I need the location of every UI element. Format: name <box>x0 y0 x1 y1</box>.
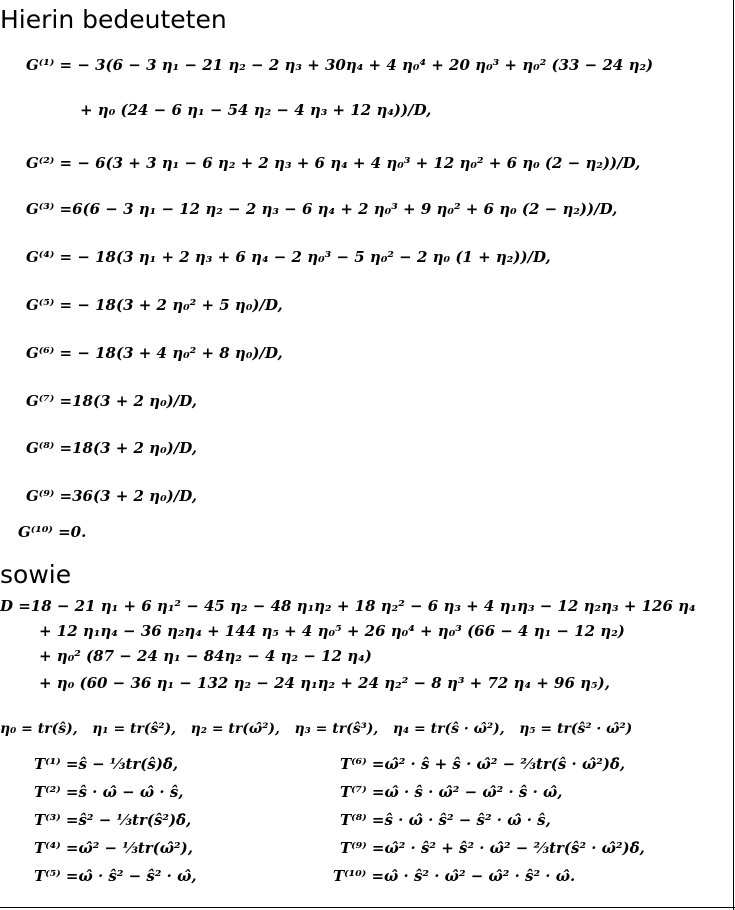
equation-g2: G⁽²⁾ = − 6(3 + 3 η₁ − 6 η₂ + 2 η₃ + 6 η₄ + 4 η₀³ + 12 η₀² + 6 η₀ (2 − η₂))/D, <box>26 154 641 172</box>
equation-g5: G⁽⁵⁾ = − 18(3 + 2 η₀² + 5 η₀)/D, <box>26 296 283 314</box>
equation-d-line3: + η₀² (87 − 24 η₁ − 84η₂ − 4 η₂ − 12 η₄) <box>39 647 372 665</box>
equation-g10: G⁽¹⁰⁾ =0. <box>18 523 87 541</box>
equation-g3: G⁽³⁾ =6(6 − 3 η₁ − 12 η₂ − 2 η₃ − 6 η₄ + 2 η₀³ + 9 η₀² + 6 η₀ (2 − η₂))/D, <box>26 200 618 218</box>
heading-hierin: Hierin bedeuteten <box>0 5 227 34</box>
equation-g8: G⁽⁸⁾ =18(3 + 2 η₀)/D, <box>26 439 197 457</box>
right-border-line <box>733 0 734 910</box>
equation-g1-line1: G⁽¹⁾ = − 3(6 − 3 η₁ − 21 η₂ − 2 η₃ + 30η₄ + 4 η₀⁴ + 20 η₀³ + η₀² (33 − 24 η₂) <box>26 56 654 74</box>
bottom-border-line <box>0 907 735 908</box>
tensor-t8: T⁽⁸⁾ =ŝ · ω̂ · ŝ² − ŝ² · ω̂ · ŝ, <box>340 811 551 829</box>
tensor-t6: T⁽⁶⁾ =ω̂² · ŝ + ŝ · ω̂² − ⅔tr(ŝ · ω̂²)δ̂, <box>340 755 626 773</box>
tensor-t4: T⁽⁴⁾ =ω̂² − ⅓tr(ω̂²), <box>34 839 193 857</box>
tensor-t2: T⁽²⁾ =ŝ · ω̂ − ω̂ · ŝ, <box>34 783 184 801</box>
equation-d-line4: + η₀ (60 − 36 η₁ − 132 η₂ − 24 η₁η₂ + 24 η₂² − 8 η³ + 72 η₄ + 96 η₅), <box>39 674 610 692</box>
equation-g9: G⁽⁹⁾ =36(3 + 2 η₀)/D, <box>26 487 197 505</box>
equation-g6: G⁽⁶⁾ = − 18(3 + 4 η₀² + 8 η₀)/D, <box>26 344 283 362</box>
eta-definitions: η₀ = tr(ŝ), η₁ = tr(ŝ²), η₂ = tr(ω̂²), η₃ = tr(ŝ³), η₄ = tr(ŝ · ω̂²), η₅ = tr(ŝ² · ω̂²) <box>0 721 633 737</box>
tensor-t5: T⁽⁵⁾ =ω̂ · ŝ² − ŝ² · ω̂, <box>34 867 197 885</box>
tensor-t1: T⁽¹⁾ =ŝ − ⅓tr(ŝ)δ̂, <box>34 755 179 773</box>
tensor-t3: T⁽³⁾ =ŝ² − ⅓tr(ŝ²)δ̂, <box>34 811 192 829</box>
equation-d-line2: + 12 η₁η₄ − 36 η₂η₄ + 144 η₅ + 4 η₀⁵ + 26 η₀⁴ + η₀³ (66 − 4 η₁ − 12 η₂) <box>39 622 625 640</box>
equation-g7: G⁽⁷⁾ =18(3 + 2 η₀)/D, <box>26 392 197 410</box>
equation-g4: G⁽⁴⁾ = − 18(3 η₁ + 2 η₃ + 6 η₄ − 2 η₀³ − 5 η₀² − 2 η₀ (1 + η₂))/D, <box>26 248 551 266</box>
equation-d-line1: D =18 − 21 η₁ + 6 η₁² − 45 η₂ − 48 η₁η₂ + 18 η₂² − 6 η₃ + 4 η₁η₃ − 12 η₂η₃ + 126 η₄ <box>0 597 696 615</box>
tensor-t7: T⁽⁷⁾ =ω̂ · ŝ · ω̂² − ω̂² · ŝ · ω̂, <box>340 783 563 801</box>
equation-g1-line2: + η₀ (24 − 6 η₁ − 54 η₂ − 4 η₃ + 12 η₄))/D, <box>80 101 432 119</box>
heading-sowie: sowie <box>0 560 72 589</box>
tensor-t10: T⁽¹⁰⁾ =ω̂ · ŝ² · ω̂² − ω̂² · ŝ² · ω̂. <box>333 867 576 885</box>
tensor-t9: T⁽⁹⁾ =ω̂² · ŝ² + ŝ² · ω̂² − ⅔tr(ŝ² · ω̂²)δ̂, <box>340 839 645 857</box>
